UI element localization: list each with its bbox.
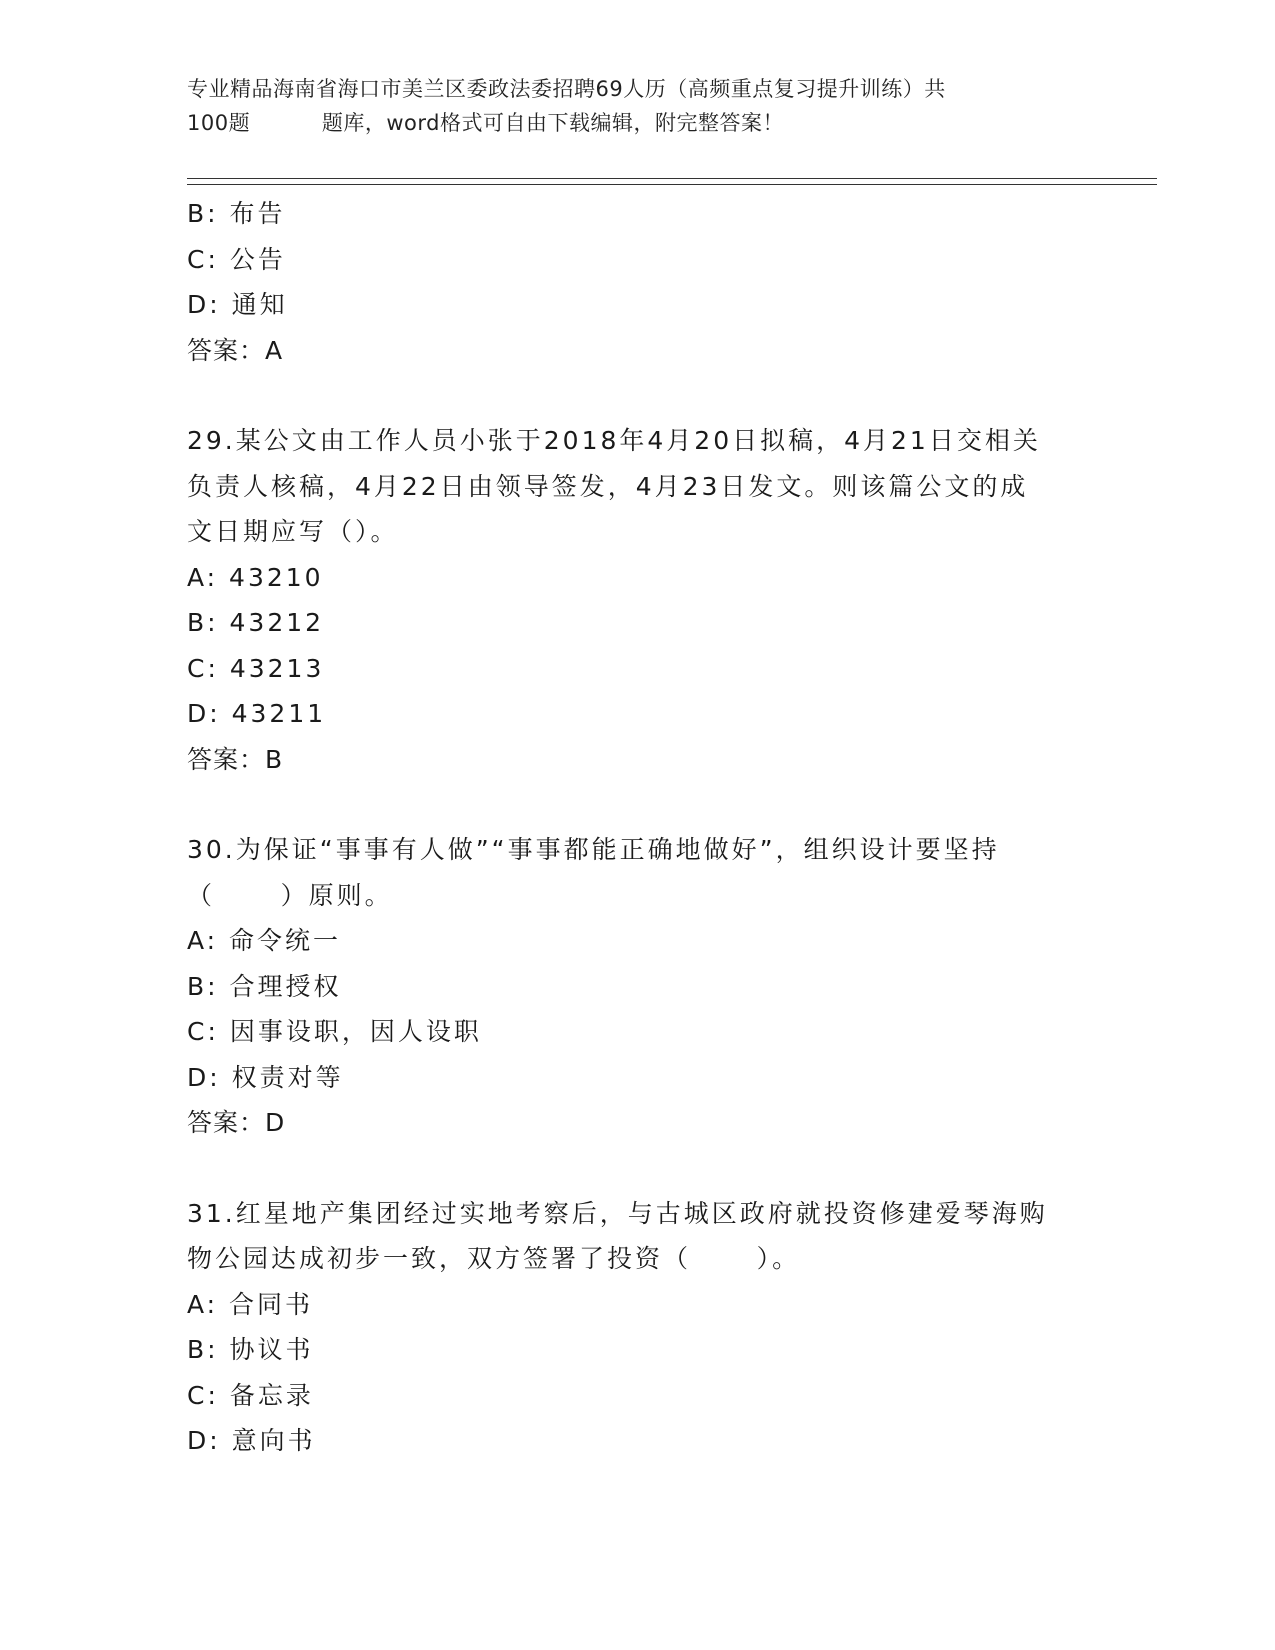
- question-stem-line: 负责人核稿，4月22日由领导签发，4月23日发文。则该篇公文的成: [187, 471, 1029, 501]
- spacer: [187, 373, 1087, 418]
- answer-line: 答案：D: [187, 1108, 286, 1137]
- spacer: [187, 1146, 1087, 1191]
- question-29: [187, 418, 1087, 782]
- option-c: C: 因事设职，因人设职: [187, 1017, 482, 1046]
- option-d: D: 通知: [187, 290, 288, 319]
- header-divider: [187, 178, 1157, 185]
- option-c: C: 备忘录: [187, 1380, 314, 1410]
- question-30: [187, 827, 1087, 1146]
- document-body: [187, 191, 1087, 1464]
- answer-line: 答案：A: [187, 335, 284, 365]
- question-stem-line: （ ）原则。: [187, 880, 393, 910]
- option-b: B: 布告: [187, 199, 286, 228]
- option-c: C: 43213: [187, 653, 325, 683]
- option-d: D: 43211: [187, 699, 327, 728]
- question-stem-line: 29.某公文由工作人员小张于2018年4月20日拟稿，4月21日交相关: [187, 426, 1041, 455]
- question-stem-line: 文日期应写（）。: [187, 517, 399, 546]
- option-d: D: 权责对等: [187, 1062, 344, 1092]
- question-stem-line: 30.为保证“事事有人做”“事事都能正确地做好”，组织设计要坚持: [187, 835, 1000, 864]
- option-b: B: 协议书: [187, 1335, 314, 1364]
- question-stem-line: 31.红星地产集团经过实地考察后，与古城区政府就投资修建爱琴海购: [187, 1198, 1048, 1228]
- option-a: A: 命令统一: [187, 926, 342, 955]
- header-title-line-2: 100题 题库，word格式可自由下载编辑，附完整答案！: [187, 111, 784, 135]
- option-a: A: 合同书: [187, 1289, 314, 1319]
- option-c: C: 公告: [187, 244, 286, 274]
- option-b: B: 43212: [187, 608, 325, 637]
- option-d: D: 意向书: [187, 1426, 316, 1455]
- question-28-tail: [187, 191, 1087, 373]
- question-stem-line: 物公园达成初步一致，双方签署了投资（ ）。: [187, 1244, 801, 1273]
- answer-line: 答案：B: [187, 744, 284, 774]
- page-header: [187, 72, 1087, 140]
- option-a: A: 43210: [187, 562, 324, 592]
- spacer: [187, 782, 1087, 827]
- question-31: [187, 1191, 1087, 1464]
- option-b: B: 合理授权: [187, 971, 342, 1001]
- header-title-line-1: 专业精品海南省海口市美兰区委政法委招聘69人历（高频重点复习提升训练）共: [187, 77, 946, 101]
